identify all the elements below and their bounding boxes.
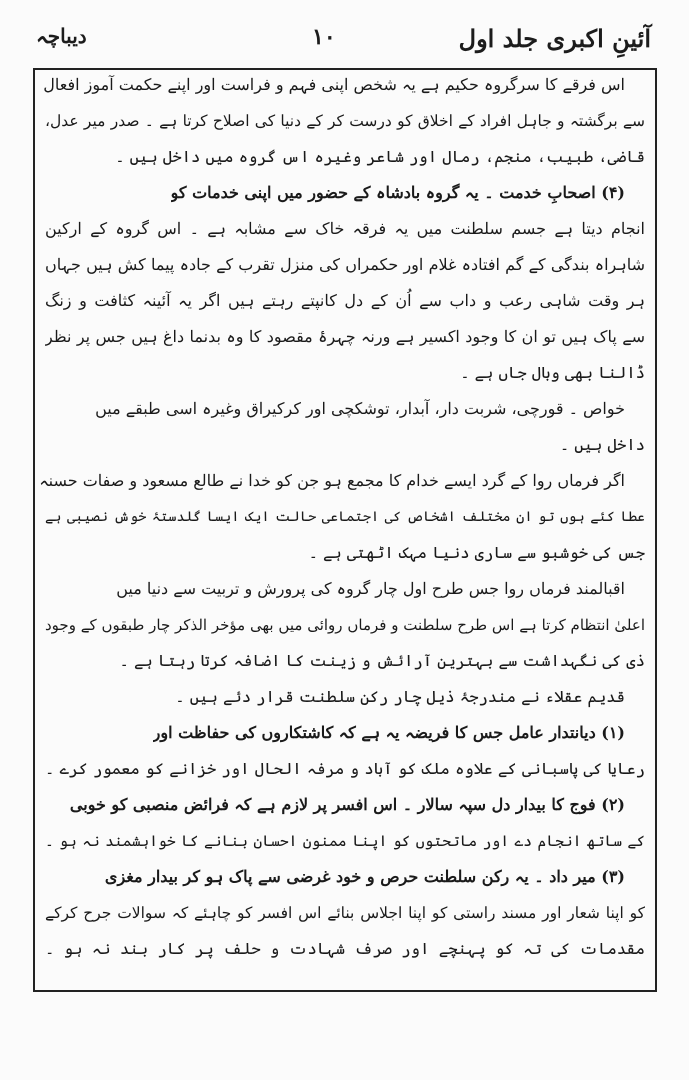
text-line: ہر وقت شاہی رعب و داب سے اُن کے دل کانپتے رہتے ہیں اگر یہ آئینہ کثافت و زنگ: [45, 291, 645, 310]
text-line: خواص ۔ قورچی، شربت دار، آبدار، توشکچی اور کرکیراق وغیرہ اسی طبقے میں: [95, 399, 625, 418]
text-line: اقبالمند فرماں روا جس طرح اول چار گروہ کی پرورش و تربیت سے دنیا میں: [116, 579, 625, 598]
page-number: ۱۰: [312, 24, 336, 50]
text-line: سے پاک ہیں تو ان کا وجود اکسیر ہے ورنہ چہرۂ مقصود کا وہ بدنما داغ ہیں جس پر نظر: [45, 327, 645, 346]
text-line: کو اپنا شعار اور مسند راستی کو اپنا اجلاس بنائے اس افسر کو چاہئے کہ سوالات جرح کرکے: [45, 904, 645, 922]
text-line: (۴) اصحابِ خدمت ۔ یہ گروہ بادشاہ کے حضور میں اپنی خدمات کو: [170, 183, 625, 202]
text-line: (۳) میر داد ۔ یہ رکن سلطنت حرص و خود غرضی سے پاک ہو کر بیدار مغزی: [104, 867, 625, 886]
text-line: رعایا کی پاسبانی کے علاوہ ملک کو آباد و مرفہ الحال اور خزانے کو معمور کرے ۔: [45, 759, 645, 778]
text-frame: [33, 68, 657, 992]
text-line: اس فرقے کا سرگروہ حکیم ہے یہ شخص اپنی فہم و فراست اور اپنے حکمت آموز افعال: [43, 75, 625, 94]
text-line: انجام دیتا ہے جسم سلطنت میں یہ فرقہ خاک سے مشابہ ہے ۔ اس گروہ کے ارکین: [45, 219, 645, 238]
text-line: (۲) فوج کا بیدار دل سپہ سالار ۔ اس افسر پر لازم ہے کہ فرائض منصبی کو خوبی: [69, 795, 625, 814]
text-line: شاہراہ بندگی کے گم افتادہ غلام اور حکمراں کی منزل تقرب کے جادہ پیما کش ہیں جہاں: [45, 255, 645, 274]
text-line: داخل ہیں ۔: [559, 435, 645, 454]
text-line: ذی کی نگہداشت سے بہترین آرائش و زینت کا اضافہ کرتا رہتا ہے ۔: [119, 651, 645, 670]
text-line: مقدمات کی تہ کو پہنچے اور صرف شہادت و حلف پر کار بند نہ ہو ۔: [45, 939, 645, 958]
text-line: جس کی خوشبو سے ساری دنیا مہک اٹھتی ہے ۔: [308, 543, 645, 562]
section-title: دیباچہ: [36, 24, 87, 48]
text-line: اگر فرماں روا کے گرد ایسے خدام کا مجمع ہو جن کو خدا نے طالع مسعود و صفات حسنہ: [39, 471, 625, 490]
page-header: [30, 24, 655, 64]
text-line: عطا کئے ہوں تو ان مختلف اشخاص کی اجتماعی حالت ایک ایسا گلدستۂ خوش نصیبی ہے: [45, 509, 645, 525]
text-line: اعلیٰ انتظام کرتا ہے اس طرح سلطنت و فرماں روائی میں بھی مؤخر الذکر چار طبقوں کے وجود: [45, 616, 645, 634]
book-title: آئینِ اکبری جلد اول: [458, 24, 651, 53]
text-line: قاضی، طبیب، منجم، رمال اور شاعر وغیرہ اس گروہ میں داخل ہیں ۔: [115, 147, 645, 166]
text-line: (۱) دیانتدار عامل جس کا فریضہ یہ ہے کہ کاشتکاروں کی حفاظت اور: [152, 723, 625, 742]
text-line: ڈالنا بھی وبال جاں ہے ۔: [460, 363, 645, 382]
text-line: سے برگشتہ و جاہل افراد کے اخلاق کو درست کر کے دنیا کی اصلاح کرتا ہے ۔ صدر میر عدل،: [45, 112, 645, 130]
text-line: قدیم عقلاء نے مندرجۂ ذیل چار رکن سلطنت قرار دئے ہیں ۔: [175, 687, 625, 706]
text-line: کے ساتھ انجام دے اور ماتحتوں کو اپنا ممنون احسان بنانے کا خواہشمند نہ ہو ۔: [45, 832, 645, 850]
